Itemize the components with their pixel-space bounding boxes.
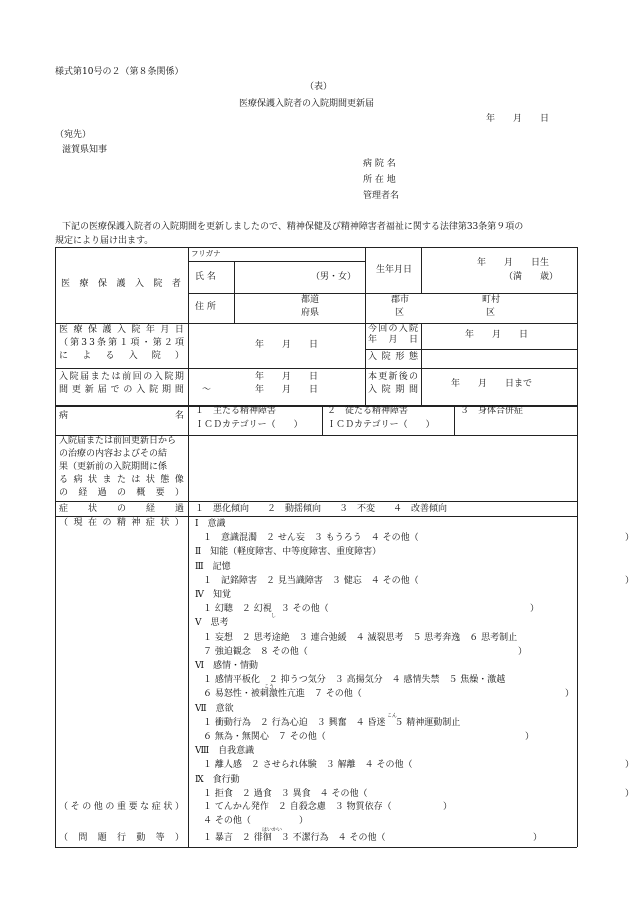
side-label: （表） bbox=[305, 82, 333, 92]
after-update-label-line2: 入 院 期 間 bbox=[368, 385, 418, 395]
period-label-line2: 間 更 新 届 で の 入 院 期 間 bbox=[59, 385, 184, 395]
treatment-label-line4: る 病 状 ま た は 状 態 像 bbox=[59, 475, 184, 485]
ruby-kon: こん bbox=[387, 713, 398, 719]
symptom-close-paren: ） bbox=[518, 646, 528, 657]
current-symptoms-label: （ 現 在 の 精 神 症 状 ） bbox=[59, 518, 184, 528]
town-top: 町村 bbox=[482, 295, 501, 305]
city-top: 郡市 bbox=[391, 295, 410, 305]
date-line: 年 月 日 bbox=[486, 114, 550, 124]
hospital-address-label: 所 在 地 bbox=[363, 175, 396, 185]
other-symptoms-label: （ そ の 他 の 重 要 な 症 状 ） bbox=[59, 802, 184, 812]
other-symptoms-line1: １ てんかん発作 ２ 自殺念慮 ３ 物質依存（ bbox=[203, 802, 392, 812]
symptom-line: Ⅷ 自我意識 bbox=[195, 746, 255, 757]
other-symptoms-line2: ４ その他（ bbox=[203, 816, 251, 826]
course-options: １ 悪化傾向 ２ 動揺傾向 ３ 不変 ４ 改善傾向 bbox=[195, 504, 448, 514]
addressee-label: （宛先） bbox=[55, 130, 92, 140]
symptom-line: １ 記銘障害 ２ 見当識障害 ３ 健忘 ４ その他（ bbox=[203, 575, 419, 586]
page-title: 医療保護入院者の入院期間更新届 bbox=[239, 99, 375, 109]
period-tilde: ～ bbox=[202, 385, 212, 395]
symptom-line: １ 拒食 ２ 過食 ３ 異食 ４ その他（ bbox=[203, 788, 368, 799]
city-bottom: 区 bbox=[395, 308, 405, 318]
other-close-paren-1: ） bbox=[443, 802, 453, 812]
symptom-line: Ⅲ 記憶 bbox=[195, 561, 231, 572]
physical-complication: ３ 身体合併症 bbox=[460, 406, 524, 416]
patient-label: 医 療 保 護 入 院 者 bbox=[61, 279, 181, 289]
name-label: 氏 名 bbox=[195, 272, 216, 282]
symptom-line: Ⅵ 感情・情動 bbox=[195, 661, 259, 671]
symptom-line: Ⅰ 意識 bbox=[195, 519, 226, 529]
symptom-close-paren: ） bbox=[625, 533, 634, 544]
intro-text-line2: 規定により届け出ます。 bbox=[55, 236, 154, 246]
period-label-line1: 入 院 届 ま た は 前 回 の 入 院 期 bbox=[59, 372, 184, 382]
dob-value: 年 月 日生 bbox=[477, 258, 550, 268]
behavior-label: （ 問 題 行 動 等 ） bbox=[59, 833, 184, 843]
sex-label: （男・女） bbox=[311, 272, 357, 282]
prefecture-top: 都道 bbox=[301, 295, 320, 305]
admission-date-value: 年 月 日 bbox=[255, 340, 319, 350]
current-admission-label-line2: 年 月 日 bbox=[368, 335, 418, 345]
symptom-close-paren: ） bbox=[565, 689, 575, 700]
admission-date-label-line2: （ 第 3 3 条 第 １ 項 ・ 第 ２ 項 bbox=[59, 338, 184, 348]
sub-icd-category: ＩＣＤカテゴリー（ ） bbox=[327, 420, 435, 430]
symptom-line: Ⅴ 思考 bbox=[195, 618, 229, 629]
symptom-close-paren: ） bbox=[625, 760, 634, 771]
update-form-table bbox=[55, 247, 634, 847]
symptom-line: １ 離人感 ２ させられ体験 ３ 解離 ４ その他（ bbox=[203, 760, 413, 771]
age-value: （満 歳） bbox=[504, 272, 559, 282]
current-admission-value: 年 月 日 bbox=[465, 330, 529, 340]
furigana-label: フリガナ bbox=[191, 249, 221, 258]
ruby-kou: こう bbox=[264, 684, 275, 690]
disease-label: 病 名 bbox=[59, 411, 184, 421]
manager-name-label: 管理者名 bbox=[363, 191, 400, 201]
symptom-close-paren: ） bbox=[525, 732, 535, 742]
sub-disorder: ２ 従たる精神障害 bbox=[327, 406, 409, 416]
treatment-label-line2: の治療の内容およびその結 bbox=[59, 449, 168, 459]
main-disorder: １ 主たる精神障害 bbox=[195, 406, 277, 416]
symptom-line: Ⅱ 知能（軽度障害、中等度障害、重度障害） bbox=[195, 547, 382, 558]
treatment-label-line1: 入院届または前回更新日から bbox=[59, 436, 177, 446]
symptom-line: Ⅳ 知覚 bbox=[195, 590, 231, 600]
symptom-line: １ 衝動行為 ２ 行為心迫 ３ 興奮 ４ 昏迷 ５ 精神運動制止 bbox=[203, 717, 461, 728]
behavior-close-paren: ） bbox=[533, 833, 543, 843]
course-label: 症 状 の 経 過 bbox=[59, 504, 184, 514]
symptom-line: １ 感情平板化 ２ 抑うつ気分 ３ 高揚気分 ４ 感情失禁 ５ 焦燥・激越 bbox=[203, 675, 506, 686]
addressee: 滋賀県知事 bbox=[62, 145, 108, 155]
admission-date-label-line3: に よ る 入 院 ） bbox=[59, 351, 184, 361]
period-start: 年 月 日 bbox=[255, 372, 319, 382]
admission-date-label-line1: 医 療 保 護 入 院 年 月 日 bbox=[59, 325, 184, 335]
symptom-line: １ 意識混濁 ２ せん妄 ３ もうろう ４ その他（ bbox=[203, 533, 419, 544]
ruby-haikai: はいかい bbox=[262, 827, 283, 833]
dob-label: 生年月日 bbox=[375, 265, 412, 275]
current-admission-label-line1: 今 回 の 入 院 bbox=[368, 324, 418, 334]
symptom-line: ７ 強迫観念 ８ その他（ bbox=[203, 646, 308, 657]
address-label: 住 所 bbox=[195, 302, 216, 312]
admission-form-label: 入 院 形 態 bbox=[368, 352, 418, 362]
treatment-label-line5: の 経 過 の 概 要 ） bbox=[59, 488, 184, 498]
symptom-line: Ⅸ 食行動 bbox=[195, 774, 240, 785]
after-update-label-line1: 本 更 新 後 の bbox=[368, 372, 418, 382]
treatment-label-line3: 果（更新前の入院期間に係 bbox=[59, 462, 168, 472]
symptom-line: １ 妄想 ２ 思考途絶 ３ 連合弛緩 ４ 滅裂思考 ５ 思考奔逸 ６ 思考制止 bbox=[203, 632, 518, 643]
ruby-shikan: し bbox=[271, 613, 277, 619]
symptom-line: ６ 易怒性・被刺激性亢進 ７ その他（ bbox=[203, 689, 362, 700]
other-close-paren-2: ） bbox=[299, 816, 309, 826]
after-update-value: 年 月 日まで bbox=[451, 379, 533, 389]
prefecture-bottom: 府県 bbox=[301, 308, 320, 318]
symptom-close-paren: ） bbox=[530, 604, 540, 615]
symptom-close-paren: ） bbox=[625, 575, 634, 586]
period-end: 年 月 日 bbox=[255, 385, 319, 395]
main-icd-category: ＩＣＤカテゴリー（ ） bbox=[195, 420, 303, 430]
symptom-line: ６ 無為・無関心 ７ その他（ bbox=[203, 732, 326, 742]
intro-text-line1: 下記の医療保護入院者の入院期間を更新しましたので、精神保健及び精神障害者福祉に関する法律第33条第９項の bbox=[62, 222, 524, 232]
symptom-close-paren: ） bbox=[625, 788, 634, 799]
behavior-line: １ 暴言 ２ 徘徊 ３ 不潔行為 ４ その他（ bbox=[203, 833, 386, 843]
hospital-name-label: 病 院 名 bbox=[363, 159, 396, 169]
form-number: 様式第10号の２（第８条関係） bbox=[55, 67, 184, 77]
symptom-line: １ 幻聴 ２ 幻視 ３ その他（ bbox=[203, 604, 329, 615]
symptom-line: Ⅶ 意欲 bbox=[195, 703, 234, 714]
town-bottom: 区 bbox=[486, 308, 496, 318]
